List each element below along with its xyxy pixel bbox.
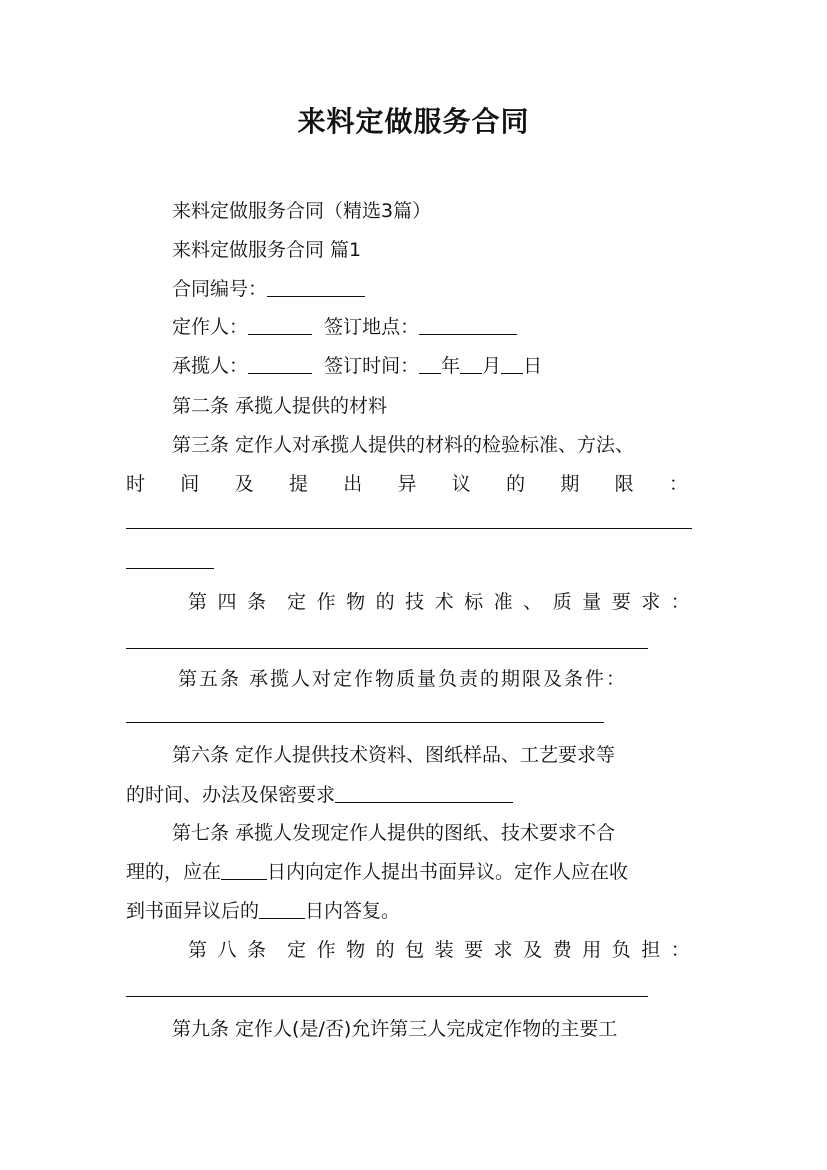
contract-number-blank[interactable] [267, 276, 365, 297]
article-2: 第二条 承揽人提供的材料 [172, 395, 388, 417]
article-7-text-a: 理的，应在 [126, 861, 222, 883]
contract-number-line [172, 276, 365, 302]
contract-heading: 来料定做服务合同 篇1 [172, 239, 362, 261]
article-4-char: 四 [217, 591, 237, 613]
article-4-char: ： [670, 591, 690, 613]
article-3-line-2 [126, 471, 688, 497]
article-4-char: 术 [434, 591, 454, 613]
signing-place-label: 签订地点： [324, 316, 420, 338]
article-4-char: 求 [641, 591, 661, 613]
article-4-char: 量 [582, 591, 602, 613]
day-blank[interactable] [501, 353, 523, 374]
contract-number-label: 合同编号： [172, 278, 268, 300]
article-4-char: 准 [493, 591, 513, 613]
article-3-char: 时 [126, 473, 146, 495]
article-7-line-1: 第七条 承揽人发现定作人提供的图纸、技术要求不合 [172, 822, 616, 844]
contractor-label: 承揽人： [172, 355, 249, 377]
article-8-char: 及 [523, 939, 543, 961]
article-4-char: 物 [346, 591, 366, 613]
article-3-blank-1[interactable] [126, 528, 692, 529]
article-8-char: 求 [493, 939, 513, 961]
article-4-char: 条 [247, 591, 267, 613]
article-4-char: 技 [405, 591, 425, 613]
article-8-char: 八 [217, 939, 237, 961]
article-8-char: 条 [247, 939, 267, 961]
article-6-line-1: 第六条 定作人提供技术资料、图纸样品、工艺要求等 [172, 744, 616, 766]
reply-days-blank[interactable] [259, 898, 305, 919]
article-3-char: 异 [397, 473, 417, 495]
article-8-char: 第 [188, 939, 208, 961]
contractor-blank[interactable] [248, 353, 312, 374]
article-7-text-b: 日内向定作人提出书面异议。定作人应在收 [267, 861, 629, 883]
article-8-char: 作 [316, 939, 336, 961]
article-6-line-2 [126, 782, 513, 808]
article-3-char: 的 [506, 473, 526, 495]
signing-time-label: 签订时间： [324, 355, 420, 377]
day-label: 日 [523, 355, 543, 377]
document-title: 来料定做服务合同 [297, 105, 530, 138]
article-3-char: 议 [451, 473, 471, 495]
article-8-char: 定 [287, 939, 307, 961]
article-4-char: 、 [523, 591, 543, 613]
article-5-blank[interactable] [126, 722, 604, 723]
article-8-char: 包 [405, 939, 425, 961]
article-9-line-1: 第九条 定作人(是/否)允许第三人完成定作物的主要工 [172, 1018, 618, 1040]
article-3-blank-2[interactable] [126, 568, 214, 569]
article-7-text-d: 日内答复。 [305, 900, 401, 922]
article-5-line: 第五条 承揽人对定作物质量负责的期限及条件： [178, 668, 628, 690]
article-3-char: 出 [343, 473, 363, 495]
month-label: 月 [482, 355, 502, 377]
article-4-char: 作 [316, 591, 336, 613]
article-8-char: 装 [434, 939, 454, 961]
article-4-char: 第 [188, 591, 208, 613]
article-7-line-2 [126, 859, 628, 885]
article-8-char: 物 [346, 939, 366, 961]
article-4-char: 质 [552, 591, 572, 613]
article-4-blank[interactable] [126, 648, 648, 649]
orderer-line [172, 314, 517, 340]
contractor-line [172, 353, 542, 379]
article-3-char: 及 [234, 473, 254, 495]
objection-days-blank[interactable] [221, 859, 267, 880]
signing-place-blank[interactable] [419, 314, 517, 335]
article-4-char: 要 [611, 591, 631, 613]
article-8-char: 要 [464, 939, 484, 961]
article-6-text: 的时间、办法及保密要求 [126, 784, 336, 806]
article-8-char: 费 [552, 939, 572, 961]
article-7-text-c: 到书面异议后的 [126, 900, 260, 922]
month-blank[interactable] [460, 353, 482, 374]
article-3-char: 限 [614, 473, 634, 495]
article-3-char: 期 [560, 473, 580, 495]
article-3-line-1: 第三条 定作人对承揽人提供的材料的检验标准、方法、 [172, 434, 635, 456]
year-blank[interactable] [419, 353, 441, 374]
article-4-line [188, 589, 690, 615]
orderer-blank[interactable] [248, 314, 312, 335]
year-label: 年 [441, 355, 461, 377]
article-8-line [188, 937, 690, 963]
article-8-char: 负 [611, 939, 631, 961]
article-7-line-3 [126, 898, 400, 924]
article-6-blank[interactable] [335, 782, 513, 803]
article-3-char: 提 [288, 473, 308, 495]
contract-subtitle: 来料定做服务合同（精选3篇） [172, 200, 432, 222]
article-8-char: ： [670, 939, 690, 961]
article-4-char: 的 [375, 591, 395, 613]
article-8-char: 的 [375, 939, 395, 961]
article-8-char: 担 [641, 939, 661, 961]
article-8-blank[interactable] [126, 996, 648, 997]
article-4-char: 标 [464, 591, 484, 613]
article-3-char: 间 [180, 473, 200, 495]
article-8-char: 用 [582, 939, 602, 961]
article-3-char: ： [668, 473, 688, 495]
article-4-char: 定 [287, 591, 307, 613]
orderer-label: 定作人： [172, 316, 249, 338]
